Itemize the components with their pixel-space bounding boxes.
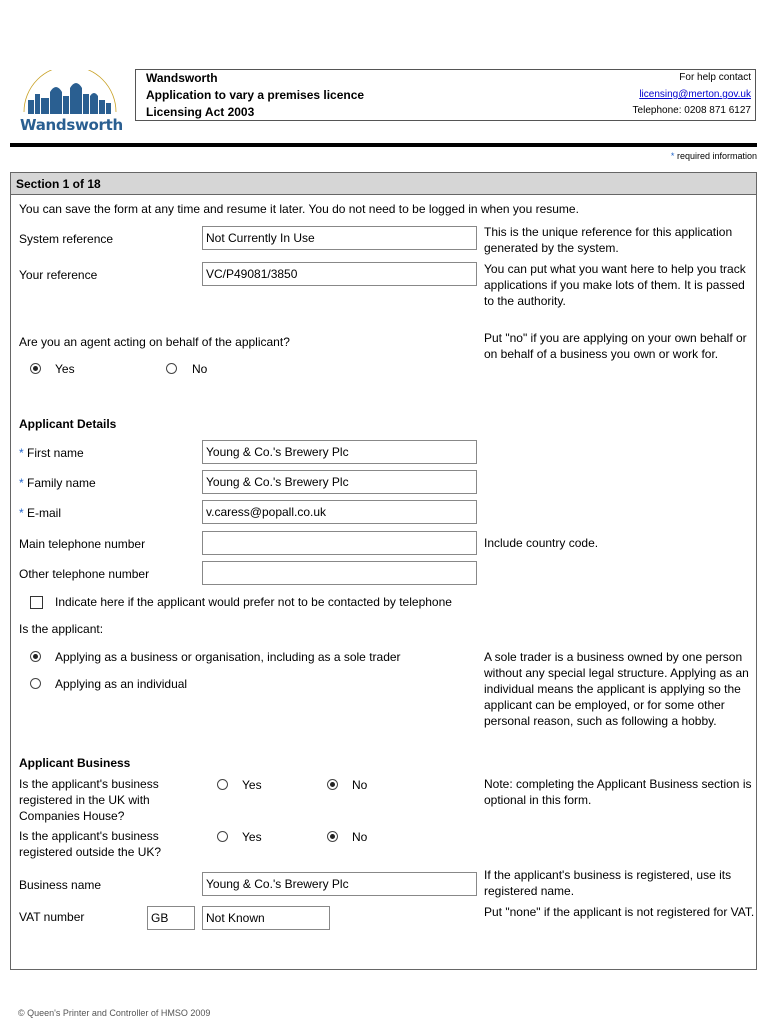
- uk-registered-yes-label: Yes: [242, 778, 262, 792]
- logo-wordmark: Wandsworth: [20, 116, 123, 134]
- system-reference-label: System reference: [19, 232, 114, 246]
- required-note: * required information: [670, 151, 757, 161]
- system-reference-help: This is the unique reference for this application generated by the system.: [484, 225, 733, 255]
- copyright: © Queen's Printer and Controller of HMSO 2009: [18, 1008, 211, 1018]
- email-field[interactable]: v.caress@popall.co.uk: [202, 500, 477, 524]
- outside-uk-yes-radio[interactable]: [217, 831, 228, 842]
- other-phone-field[interactable]: [202, 561, 477, 585]
- your-reference-field[interactable]: VC/P49081/3850: [202, 262, 477, 286]
- council-name: Wandsworth: [146, 71, 218, 85]
- uk-registered-question: Is the applicant's business registered in the UK with Companies House?: [19, 777, 159, 823]
- main-phone-label: Main telephone number: [19, 537, 146, 551]
- vat-label: VAT number: [19, 910, 85, 924]
- your-reference-help: You can put what you want here to help you track applications if you make lots of them. It is passed to the authority.: [484, 262, 746, 308]
- header-divider: [10, 143, 757, 147]
- individual-option-label: Applying as an individual: [55, 677, 188, 691]
- form-title: Application to vary a premises licence: [146, 88, 365, 102]
- form-title-box: [135, 69, 756, 121]
- agent-help: Put "no" if you are applying on your own behalf or on behalf of a business you own or work for.: [484, 331, 747, 361]
- wandsworth-logo: [14, 70, 126, 136]
- section-title: Section 1 of 18: [16, 177, 101, 191]
- business-name-label: Business name: [19, 878, 102, 892]
- vat-help: Put "none" if the applicant is not registered for VAT.: [484, 905, 755, 919]
- outside-uk-no-label: No: [352, 830, 368, 844]
- applicant-details-heading: Applicant Details: [19, 417, 117, 431]
- no-phone-contact-checkbox[interactable]: [30, 596, 43, 609]
- uk-registered-no-radio[interactable]: [327, 779, 338, 790]
- act-name: Licensing Act 2003: [146, 105, 255, 119]
- business-radio[interactable]: [30, 651, 41, 662]
- email-label: * E-mail: [19, 506, 62, 520]
- main-phone-field[interactable]: [202, 531, 477, 555]
- section-intro: You can save the form at any time and resume it later. You do not need to be logged in when you resume.: [19, 202, 579, 216]
- family-name-field[interactable]: Young & Co.'s Brewery Plc: [202, 470, 477, 494]
- section-panel: [10, 172, 757, 970]
- system-reference-field[interactable]: Not Currently In Use: [202, 226, 477, 250]
- agent-question: Are you an agent acting on behalf of the applicant?: [19, 335, 290, 349]
- other-phone-label: Other telephone number: [19, 567, 150, 581]
- outside-uk-yes-label: Yes: [242, 830, 262, 844]
- main-phone-help: Include country code.: [484, 536, 599, 550]
- applicant-type-question: Is the applicant:: [19, 622, 104, 636]
- help-contact-label: For help contact: [679, 72, 751, 83]
- business-section-note: Note: completing the Applicant Business section is optional in this form.: [484, 777, 752, 807]
- agent-yes-radio[interactable]: [30, 363, 41, 374]
- section-header: [11, 173, 756, 195]
- applicant-type-help: A sole trader is a business owned by one person without any special legal structure. Applying as an individual means the applicant is applying so the applicant can be employed, or for some other personal reason, such as following a hobby.: [484, 650, 749, 728]
- agent-no-radio[interactable]: [166, 363, 177, 374]
- your-reference-label: Your reference: [19, 268, 98, 282]
- individual-radio[interactable]: [30, 678, 41, 689]
- family-name-label: * Family name: [19, 476, 96, 490]
- vat-number-field[interactable]: Not Known: [202, 906, 330, 930]
- vat-prefix-field[interactable]: GB: [147, 906, 195, 930]
- uk-registered-yes-radio[interactable]: [217, 779, 228, 790]
- outside-uk-question: Is the applicant's business registered outside the UK?: [19, 829, 162, 859]
- no-phone-contact-label: Indicate here if the applicant would prefer not to be contacted by telephone: [55, 595, 452, 609]
- business-name-help: If the applicant's business is registered, use its registered name.: [484, 868, 732, 898]
- agent-no-label: No: [192, 362, 208, 376]
- business-option-label: Applying as a business or organisation, including as a sole trader: [55, 650, 401, 664]
- help-email-link[interactable]: licensing@merton.gov.uk: [639, 89, 751, 100]
- business-name-field[interactable]: Young & Co.'s Brewery Plc: [202, 872, 477, 896]
- first-name-field[interactable]: Young & Co.'s Brewery Plc: [202, 440, 477, 464]
- help-telephone: Telephone: 0208 871 6127: [632, 105, 751, 116]
- applicant-business-heading: Applicant Business: [19, 756, 131, 770]
- outside-uk-no-radio[interactable]: [327, 831, 338, 842]
- skyline-icon: [14, 70, 126, 120]
- first-name-label: * First name: [19, 446, 84, 460]
- uk-registered-no-label: No: [352, 778, 368, 792]
- agent-yes-label: Yes: [55, 362, 75, 376]
